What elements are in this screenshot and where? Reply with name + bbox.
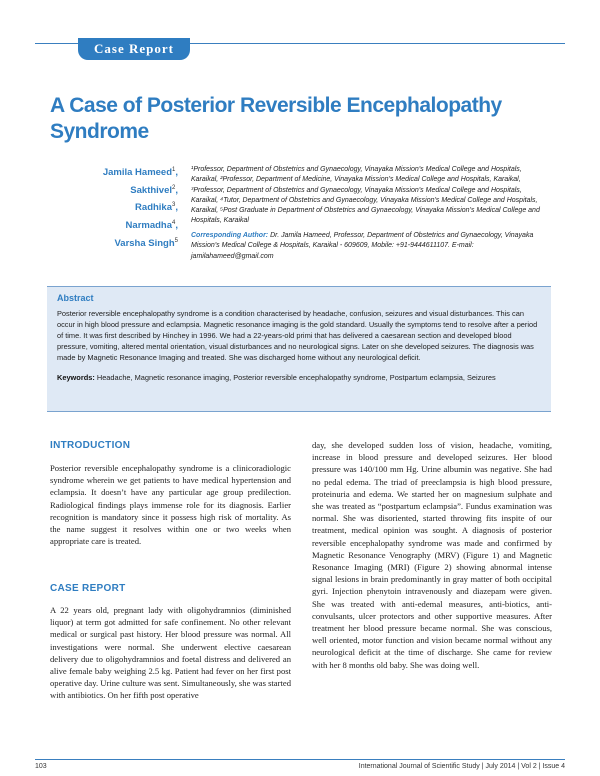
case-report-heading: CASE REPORT (50, 583, 126, 594)
page-footer (35, 759, 565, 772)
case-report-text: A 22 years old, pregnant lady with oligohydramnios (diminished liquor) at term got admitted for safe confinement. No other relevant medical or surgical past history. Her blood pressure was normal. All investigations were normal. She underwent elective caesarean delivery due to oligohydramnios and foetal distress and delivered an alive female baby weighing 2.5 kg. Patient had fever on her first post operative day. Urine culture was sent. Simultaneously, she was started with antibiotics. On her fifth post operative (50, 605, 291, 701)
author: Sakthivel$^2$, (130, 184, 178, 196)
author: Varsha Singh$^5$ (114, 237, 178, 249)
keywords-label: Keywords: (57, 373, 95, 382)
author: Jamila Hameed$^1$, (102, 167, 178, 179)
corresponding-author (191, 231, 541, 262)
corresponding-author-label: Corresponding Author: (191, 232, 269, 239)
author-list (60, 163, 178, 251)
keywords-list: Headache, Magnetic resonance imaging, Posterior reversible encephalopathy syndrome, Postpartum eclampsia, Seizures (94, 373, 496, 382)
article-title: A Case of Posterior Reversible Encephalopathy Syndrome (50, 94, 502, 143)
keywords (57, 373, 543, 384)
article-type-badge: Case Report (78, 38, 190, 60)
author: Narmadha$^4$, (125, 219, 178, 232)
introduction-heading: INTRODUCTION (50, 440, 131, 451)
abstract-text: Posterior reversible encephalopathy syndrome is a condition characterised by headache, confusion, seizures and visual disturbances. This can occur in high blood pressure and eclampsia. Magnetic resonance imaging is the gold standard. Usually the symptoms tend to resolve after a period of time. It was first described by Hinchey in 1996. We had a 22-years-old primi that has delivered a caesarean section and developed blood pressure, vomiting, altered mental orientation, visual disturbances and no neurological signs. Later on she developed seizures. The diagnosis was made by Magnetic Resonance Imaging and treated. She was discharged home without any neurological deficit. (57, 309, 538, 362)
author: Radhika$^3$, (135, 202, 178, 214)
corresponding-author-details: Dr. Jamila Hameed, Professor, Department of Obstetrics and Gynaecology, Vinayaka Mission’s Medical College & Hospitals, Karaikal - 609609, Mobile: +91-9444611107. E-mail: jamilahameed@gmail.com (191, 232, 534, 260)
abstract-box (47, 286, 551, 412)
case-report-continued-text: day, she developed sudden loss of vision, headache, vomiting, increase in blood pressure and developed seizures. Her blood pressure was 140/100 mm Hg. Urine albumin was negative. She had no pedal edema. The triad of preeclampsia is high blood pressure, proteinuria and edema. We started her on magnesium sulphate and she was treated as “postpartum eclampsia”. Fundus examination was normal. She was disoriented, started throwing fits inspite of our treatment, medical opinion was sought. A diagnosis of posterior reversible encephalopathy syndrome was made and confirmed by Magnetic Resonance Venography (MRV) (Figure 1) and Magnetic Resonance Imaging (MRI) (Figure 2) showing abnormal intense signal lesions in brain predominantly in gray matter of both occipital gyri. Injection phenytoin intravenously and diazepam were given. She was treated with anti-edemal measures, anti-biotics, anti-convulsants, ulcer protectors and other supportive measures. After treatment her blood pressure became normal. She was conscious, well oriented, motor function and vision became normal without any neurological deficit at the time of discharge. She came for review with her 8 months old baby. She was doing well. (312, 440, 552, 670)
page-number: 103 (35, 763, 47, 770)
introduction-text: Posterior reversible encephalopathy syndrome is a clinicoradiologic syndrome wherein we get patients to have medical hypertension and eclampsia. It doesn’t have any particular age group predilection. Radiological findings plays immense role for its diagnosis. Earlier recognition is mandatory since it possess high risk of mortality. As the name suggest it resolves within one or two weeks when appropriate care is treated. (50, 463, 291, 547)
journal-citation: International Journal of Scientific Study | July 2014 | Vol 2 | Issue 4 (358, 763, 565, 770)
abstract-heading: Abstract (57, 293, 94, 303)
affiliations: ¹Professor, Department of Obstetrics and Gynaecology, Vinayaka Mission’s Medical College and Hospitals, Karaikal, ²Professor, Department of Medicine, Vinayaka Mission’s Medical College and Hospitals, Karaikal, ³Professor, Department of Obstetrics and Gynaecology, Vinayaka Mission’s Medical College and Hospitals, Karaikal, ⁴Tutor, Department of Obstetrics and Gynaecology, Vinayaka Mission’s Medical College and Hospitals, Karaikal, ⁵Post Graduate in Department of Obstetrics and Gynaecology, Vinayaka Mission’s Medical College and Hospitals, Karaikal (191, 166, 540, 225)
